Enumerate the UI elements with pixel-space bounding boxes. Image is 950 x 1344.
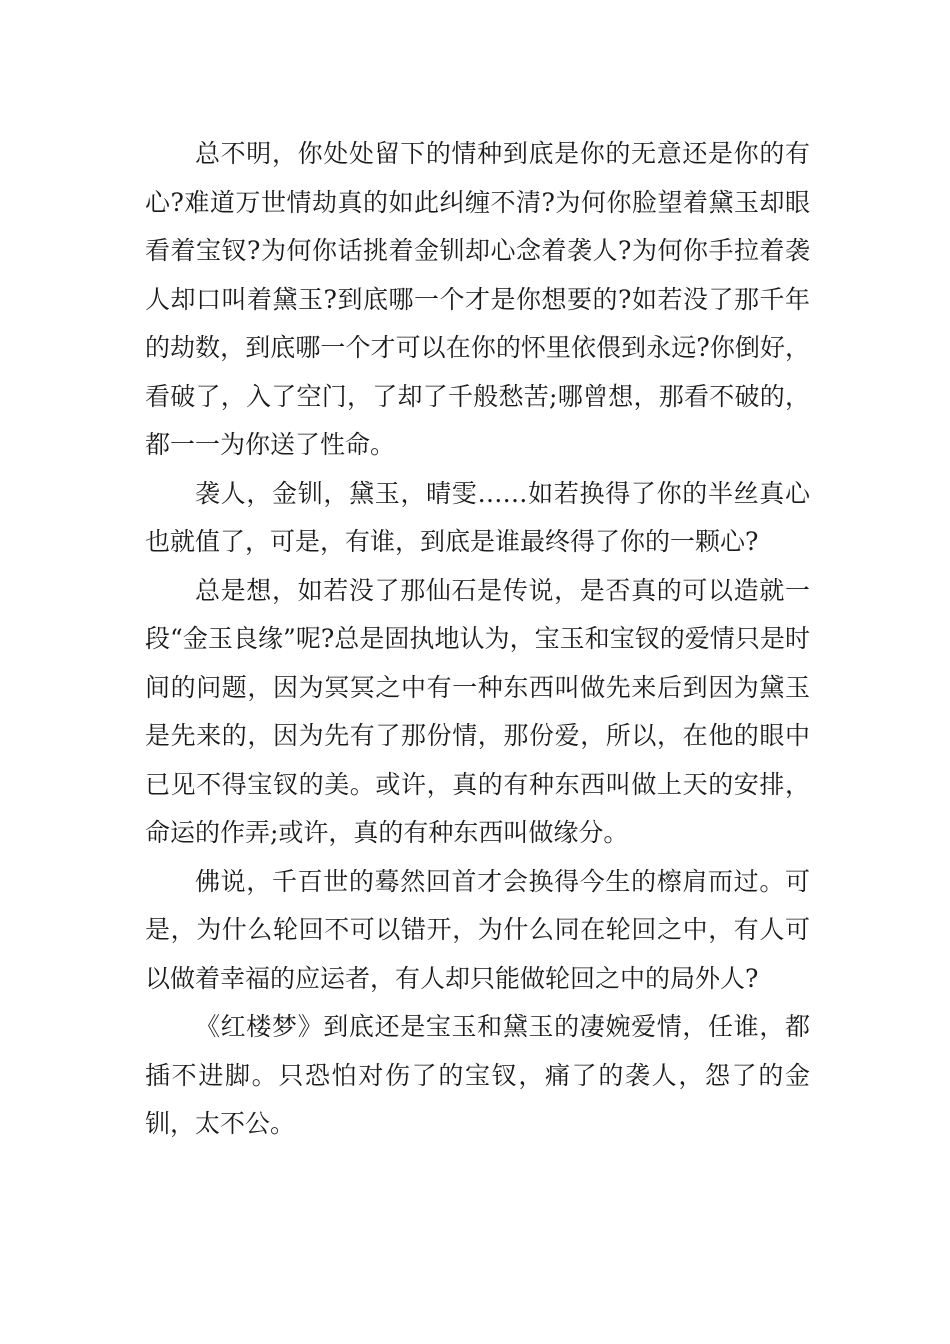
essay-body [145, 130, 810, 1149]
paragraph-3: 总是想，如若没了那仙石是传说，是否真的可以造就一段“金玉良缘”呢?总是固执地认为，宝玉和宝钗的爱情只是时间的问题，因为冥冥之中有一种东西叫做先来后到因为黛玉是先来的，因为先有了那份情，那份爱，所以，在他的眼中已见不得宝钗的美。或许，真的有种东西叫做上天的安排，命运的作弄;或许，真的有种东西叫做缘分。 [145, 575, 810, 847]
paragraph-1: 总不明，你处处留下的情种到底是你的无意还是你的有心?难道万世情劫真的如此纠缠不清?为何你脸望着黛玉却眼看着宝钗?为何你话挑着金钏却心念着袭人?为何你手拉着袭人却口叫着黛玉?到底哪一个才是你想要的?如若没了那千年的劫数，到底哪一个才可以在你的怀里依偎到永远?你倒好，看破了，入了空门，了却了千般愁苦;哪曾想，那看不破的，都一一为你送了性命。 [145, 139, 810, 459]
paragraph-4: 佛说，千百世的蓦然回首才会换得今生的檫肩而过。可是，为什么轮回不可以错开，为什么同在轮回之中，有人可以做着幸福的应运者，有人却只能做轮回之中的局外人? [145, 866, 810, 993]
paragraph-2: 袭人，金钏，黛玉，晴雯……如若换得了你的半丝真心也就值了，可是，有谁，到底是谁最终得了你的一颗心? [145, 478, 810, 556]
paragraph-5: 《红楼梦》到底还是宝玉和黛玉的凄婉爱情，任谁，都插不进脚。只恐怕对伤了的宝钗，痛了的袭人，怨了的金钏，太不公。 [145, 1012, 810, 1138]
